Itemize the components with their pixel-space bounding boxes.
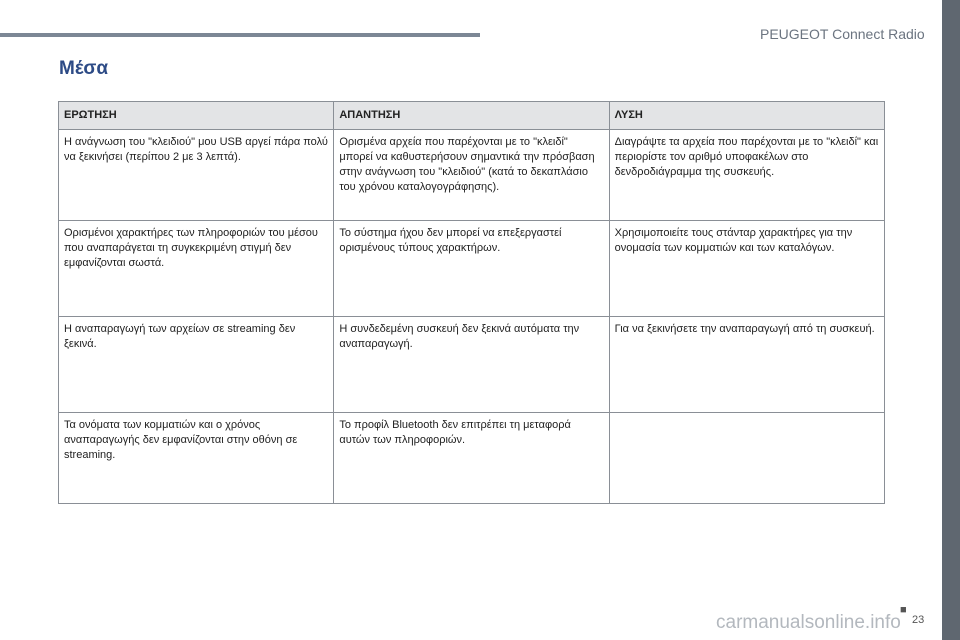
question-cell: Ορισμένοι χαρακτήρες των πληροφοριών του μέσου που αναπαράγεται τη συγκεκριμένη στιγμή δεν εμφανίζονται σωστά. [59,221,334,317]
section-title: Μέσα [59,58,109,79]
question-cell: Τα ονόματα των κομματιών και ο χρόνος αναπαραγωγής δεν εμφανίζονται στην οθόνη σε streaming. [59,413,334,504]
faq-table [58,101,885,504]
answer-cell: Η συνδεδεμένη συσκευή δεν ξεκινά αυτόματα την αναπαραγωγή. [334,317,609,413]
question-cell: Η ανάγνωση του "κλειδιού" μου USB αργεί πάρα πολύ να ξεκινήσει (περίπου 2 με 3 λεπτά). [59,130,334,221]
solution-cell [609,413,884,504]
header-question: ΕΡΩΤΗΣΗ [59,102,334,130]
page-marker: ■ [900,604,907,616]
solution-cell: Για να ξεκινήσετε την αναπαραγωγή από τη συσκευή. [609,317,884,413]
table-header-row [59,102,885,130]
question-cell: Η αναπαραγωγή των αρχείων σε streaming δεν ξεκινά. [59,317,334,413]
answer-cell: Το προφίλ Bluetooth δεν επιτρέπει τη μεταφορά αυτών των πληροφοριών. [334,413,609,504]
table-row [59,317,885,413]
header-answer: ΑΠΑΝΤΗΣΗ [334,102,609,130]
answer-cell: Ορισμένα αρχεία που παρέχονται με το "κλειδί" μπορεί να καθυστερήσουν σημαντικά την πρόσβαση στην ανάγνωση του "κλειδιού" (κατά το δεκαπλάσιο του χρόνου καταλογογράφησης). [334,130,609,221]
watermark: carmanualsonline.info [716,612,901,633]
header-rule [0,33,480,37]
page-number: 23 [912,614,925,626]
header-solution: ΛΥΣΗ [609,102,884,130]
table-row [59,130,885,221]
table-row [59,413,885,504]
solution-cell: Διαγράψτε τα αρχεία που παρέχονται με το "κλειδί" και περιορίστε τον αριθμό υποφακέλων στο δενδροδιάγραμμα της συσκευής. [609,130,884,221]
side-band [942,0,960,640]
solution-cell: Χρησιμοποιείτε τους στάνταρ χαρακτήρες για την ονομασία των κομματιών και των καταλόγων. [609,221,884,317]
answer-cell: Το σύστημα ήχου δεν μπορεί να επεξεργαστεί ορισμένους τύπους χαρακτήρων. [334,221,609,317]
table-row [59,221,885,317]
manual-title: PEUGEOT Connect Radio [760,26,925,42]
